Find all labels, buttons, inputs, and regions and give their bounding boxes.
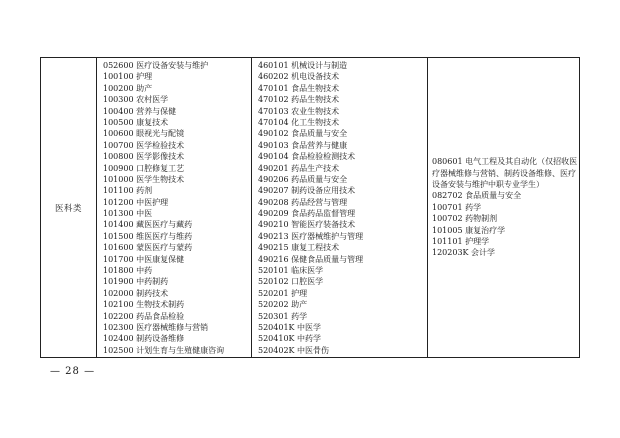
undergraduate-majors-list bbox=[428, 156, 579, 259]
page-number: — 28 — bbox=[50, 366, 96, 377]
list-item: 490104 食品检验检测技术 bbox=[258, 152, 356, 162]
category-cell: 医科类 bbox=[41, 58, 97, 358]
list-item: 490216 保健食品质量与管理 bbox=[258, 254, 364, 264]
list-item: 100500 康复技术 bbox=[103, 117, 169, 127]
list-item: 101000 医学生物技术 bbox=[103, 174, 185, 184]
list-item: 080601 电气工程及其自动化（仅招收医疗器械维修与营销、制药设备维修、医疗设备安装与维护中职专业学生） bbox=[432, 157, 578, 190]
list-item: 101600 蒙医医疗与蒙药 bbox=[103, 243, 193, 253]
list-item: 101500 维医医疗与维药 bbox=[103, 231, 193, 241]
list-item: 052600 医疗设备安装与维护 bbox=[103, 61, 209, 70]
list-item: 520202 助产 bbox=[258, 300, 308, 310]
list-item: 101005 康复治疗学 bbox=[432, 225, 506, 235]
list-item: 100300 农村医学 bbox=[103, 95, 169, 105]
list-item: 490201 药品生产技术 bbox=[258, 163, 340, 173]
list-item: 520410K 中药学 bbox=[258, 334, 322, 344]
list-item: 490213 医疗器械维护与管理 bbox=[258, 231, 364, 241]
list-item: 082702 食品质量与安全 bbox=[432, 191, 522, 201]
list-item: 470102 药品生物技术 bbox=[258, 95, 340, 105]
list-item: 100702 药物制剂 bbox=[432, 214, 498, 224]
list-item: 100400 营养与保健 bbox=[103, 106, 177, 116]
list-item: 120203K 会计学 bbox=[432, 248, 496, 258]
list-item: 490215 康复工程技术 bbox=[258, 243, 340, 253]
list-item: 470104 化工生物技术 bbox=[258, 117, 340, 127]
list-item: 490103 食品营养与健康 bbox=[258, 140, 348, 150]
list-item: 101200 中医护理 bbox=[103, 197, 169, 207]
major-table bbox=[40, 57, 580, 358]
higher-vocational-majors-cell bbox=[252, 58, 428, 358]
list-item: 102000 制药技术 bbox=[103, 288, 169, 298]
list-item: 100600 眼视光与配镜 bbox=[103, 129, 185, 139]
list-item: 520401K 中医学 bbox=[258, 322, 322, 332]
list-item: 101700 中医康复保健 bbox=[103, 254, 185, 264]
secondary-vocational-majors-cell bbox=[97, 58, 252, 358]
list-item: 102300 医疗器械维修与营销 bbox=[103, 322, 209, 332]
list-item: 470101 食品生物技术 bbox=[258, 83, 340, 93]
list-item: 100200 助产 bbox=[103, 83, 153, 93]
undergraduate-majors-cell bbox=[428, 58, 580, 358]
list-item: 490210 智能医疗装备技术 bbox=[258, 220, 356, 230]
list-item: 520301 药学 bbox=[258, 311, 308, 321]
list-item: 520201 护理 bbox=[258, 288, 308, 298]
list-item: 520402K 中医骨伤 bbox=[258, 345, 330, 355]
list-item: 102100 生物技术制药 bbox=[103, 300, 185, 310]
list-item: 100800 医学影像技术 bbox=[103, 152, 185, 162]
list-item: 101300 中医 bbox=[103, 209, 153, 219]
table-row bbox=[41, 58, 580, 358]
list-item: 490207 制药设备应用技术 bbox=[258, 186, 356, 196]
list-item: 490102 食品质量与安全 bbox=[258, 129, 348, 139]
list-item: 100701 药学 bbox=[432, 202, 482, 212]
list-item: 102400 制药设备维修 bbox=[103, 334, 185, 344]
list-item: 460202 机电设备技术 bbox=[258, 72, 340, 82]
list-item: 101101 护理学 bbox=[432, 237, 490, 246]
list-item: 490206 药品质量与安全 bbox=[258, 174, 348, 184]
list-item: 101400 藏医医疗与藏药 bbox=[103, 220, 193, 230]
list-item: 100900 口腔修复工艺 bbox=[103, 163, 185, 173]
list-item: 101800 中药 bbox=[103, 266, 153, 276]
list-item: 100700 医学检验技术 bbox=[103, 140, 185, 150]
list-item: 101100 药剂 bbox=[103, 186, 153, 196]
list-item: 100100 护理 bbox=[103, 72, 153, 82]
secondary-vocational-majors-list bbox=[97, 58, 251, 356]
higher-vocational-majors-list bbox=[252, 58, 427, 356]
list-item: 520101 临床医学 bbox=[258, 266, 324, 276]
list-item: 490209 食品药品监督管理 bbox=[258, 209, 356, 219]
list-item: 460101 机械设计与制造 bbox=[258, 61, 348, 70]
list-item: 102200 药品食品检验 bbox=[103, 311, 185, 321]
list-item: 102500 计划生育与生殖健康咨询 bbox=[103, 345, 225, 355]
list-item: 490208 药品经营与管理 bbox=[258, 197, 348, 207]
list-item: 520102 口腔医学 bbox=[258, 277, 324, 287]
list-item: 101900 中药制药 bbox=[103, 277, 169, 287]
list-item: 470103 农业生物技术 bbox=[258, 106, 340, 116]
